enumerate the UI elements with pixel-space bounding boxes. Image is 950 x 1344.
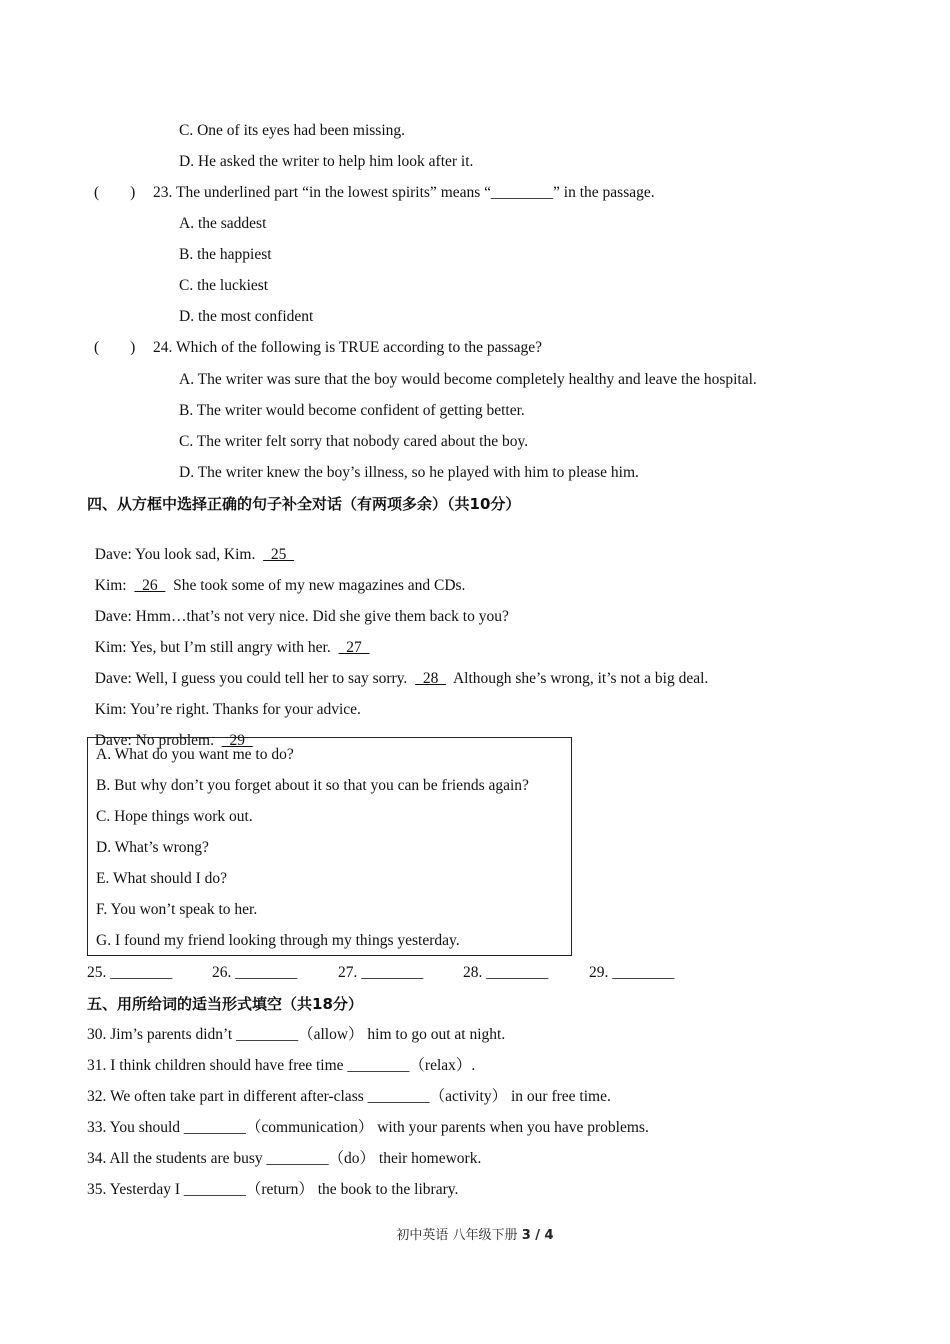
- dialogue-line: Dave: No problem. 29: [94, 732, 253, 749]
- q22-option-c: C. One of its eyes had been missing.: [179, 122, 406, 139]
- q23-option-b: B. the happiest: [179, 246, 272, 263]
- dialogue-line: Kim: Yes, but I’m still angry with her. 27: [94, 639, 370, 656]
- fill-item-33[interactable]: 33. You should ________（communication） with your parents when you have problems.: [87, 1119, 649, 1136]
- blank-29[interactable]: 29: [221, 732, 253, 749]
- answer-blank-27[interactable]: 27. ________: [338, 964, 424, 981]
- q23-option-d: D. the most confident: [179, 308, 314, 325]
- dialogue-line: Dave: Hmm…that’s not very nice. Did she give them back to you?: [94, 608, 509, 625]
- q24-option-a: A. The writer was sure that the boy would become completely healthy and leave the hospital.: [179, 371, 757, 388]
- fill-item-31[interactable]: 31. I think children should have free time ________（relax）.: [87, 1057, 476, 1074]
- blank-28[interactable]: 28: [415, 670, 447, 687]
- option-e: E. What should I do?: [96, 870, 228, 887]
- q24-option-b: B. The writer would become confident of getting better.: [179, 402, 525, 419]
- option-g: G. I found my friend looking through my things yesterday.: [96, 932, 460, 949]
- answer-blank-29[interactable]: 29. ________: [589, 964, 675, 981]
- dialogue-line: Dave: You look sad, Kim. 25: [94, 546, 295, 563]
- answer-blank-25[interactable]: 25. ________: [87, 964, 173, 981]
- answer-blank-28[interactable]: 28. ________: [463, 964, 549, 981]
- option-b: B. But why don’t you forget about it so that you can be friends again?: [96, 777, 529, 794]
- q23-option-c: C. the luckiest: [179, 277, 269, 294]
- option-c: C. Hope things work out.: [96, 808, 253, 825]
- page-footer: [0, 1224, 950, 1243]
- blank-27[interactable]: 27: [338, 639, 370, 656]
- answer-blank-26[interactable]: 26. ________: [212, 964, 298, 981]
- q22-option-d: D. He asked the writer to help him look after it.: [179, 153, 474, 170]
- q24-answer-bracket[interactable]: ( ): [94, 339, 136, 356]
- fill-item-30[interactable]: 30. Jim’s parents didn’t ________（allow） him to go out at night.: [87, 1026, 506, 1043]
- fill-item-32[interactable]: 32. We often take part in different after-class ________（activity） in our free time.: [87, 1088, 611, 1105]
- dialogue-line: Kim: You’re right. Thanks for your advice.: [94, 701, 361, 718]
- section-4-heading: 四、从方框中选择正确的句子补全对话（有两项多余）（共10分）: [87, 495, 521, 513]
- page-number: 3 / 4: [521, 1228, 554, 1243]
- q24-stem: 24. Which of the following is TRUE according to the passage?: [153, 339, 542, 356]
- option-d: D. What’s wrong?: [96, 839, 209, 856]
- options-box: [87, 737, 572, 956]
- fill-item-34[interactable]: 34. All the students are busy ________（do） their homework.: [87, 1150, 482, 1167]
- fill-item-35[interactable]: 35. Yesterday I ________（return） the book to the library.: [87, 1181, 459, 1198]
- q23-answer-bracket[interactable]: ( ): [94, 184, 136, 201]
- footer-label: 初中英语 八年级下册: [396, 1228, 522, 1243]
- dialogue-line: Kim: 26 She took some of my new magazines and CDs.: [94, 577, 466, 594]
- section-5-heading: 五、用所给词的适当形式填空（共18分）: [87, 995, 363, 1013]
- blank-25[interactable]: 25: [263, 546, 295, 563]
- dialogue-line: Dave: Well, I guess you could tell her to say sorry. 28 Although she’s wrong, it’s not a big deal.: [94, 670, 709, 687]
- q23-stem: 23. The underlined part “in the lowest spirits” means “________” in the passage.: [153, 184, 655, 201]
- q24-option-c: C. The writer felt sorry that nobody cared about the boy.: [179, 433, 529, 450]
- option-a: A. What do you want me to do?: [96, 746, 294, 763]
- q23-option-a: A. the saddest: [179, 215, 267, 232]
- q24-option-d: D. The writer knew the boy’s illness, so he played with him to please him.: [179, 464, 639, 481]
- blank-26[interactable]: 26: [134, 577, 166, 594]
- option-f: F. You won’t speak to her.: [96, 901, 258, 918]
